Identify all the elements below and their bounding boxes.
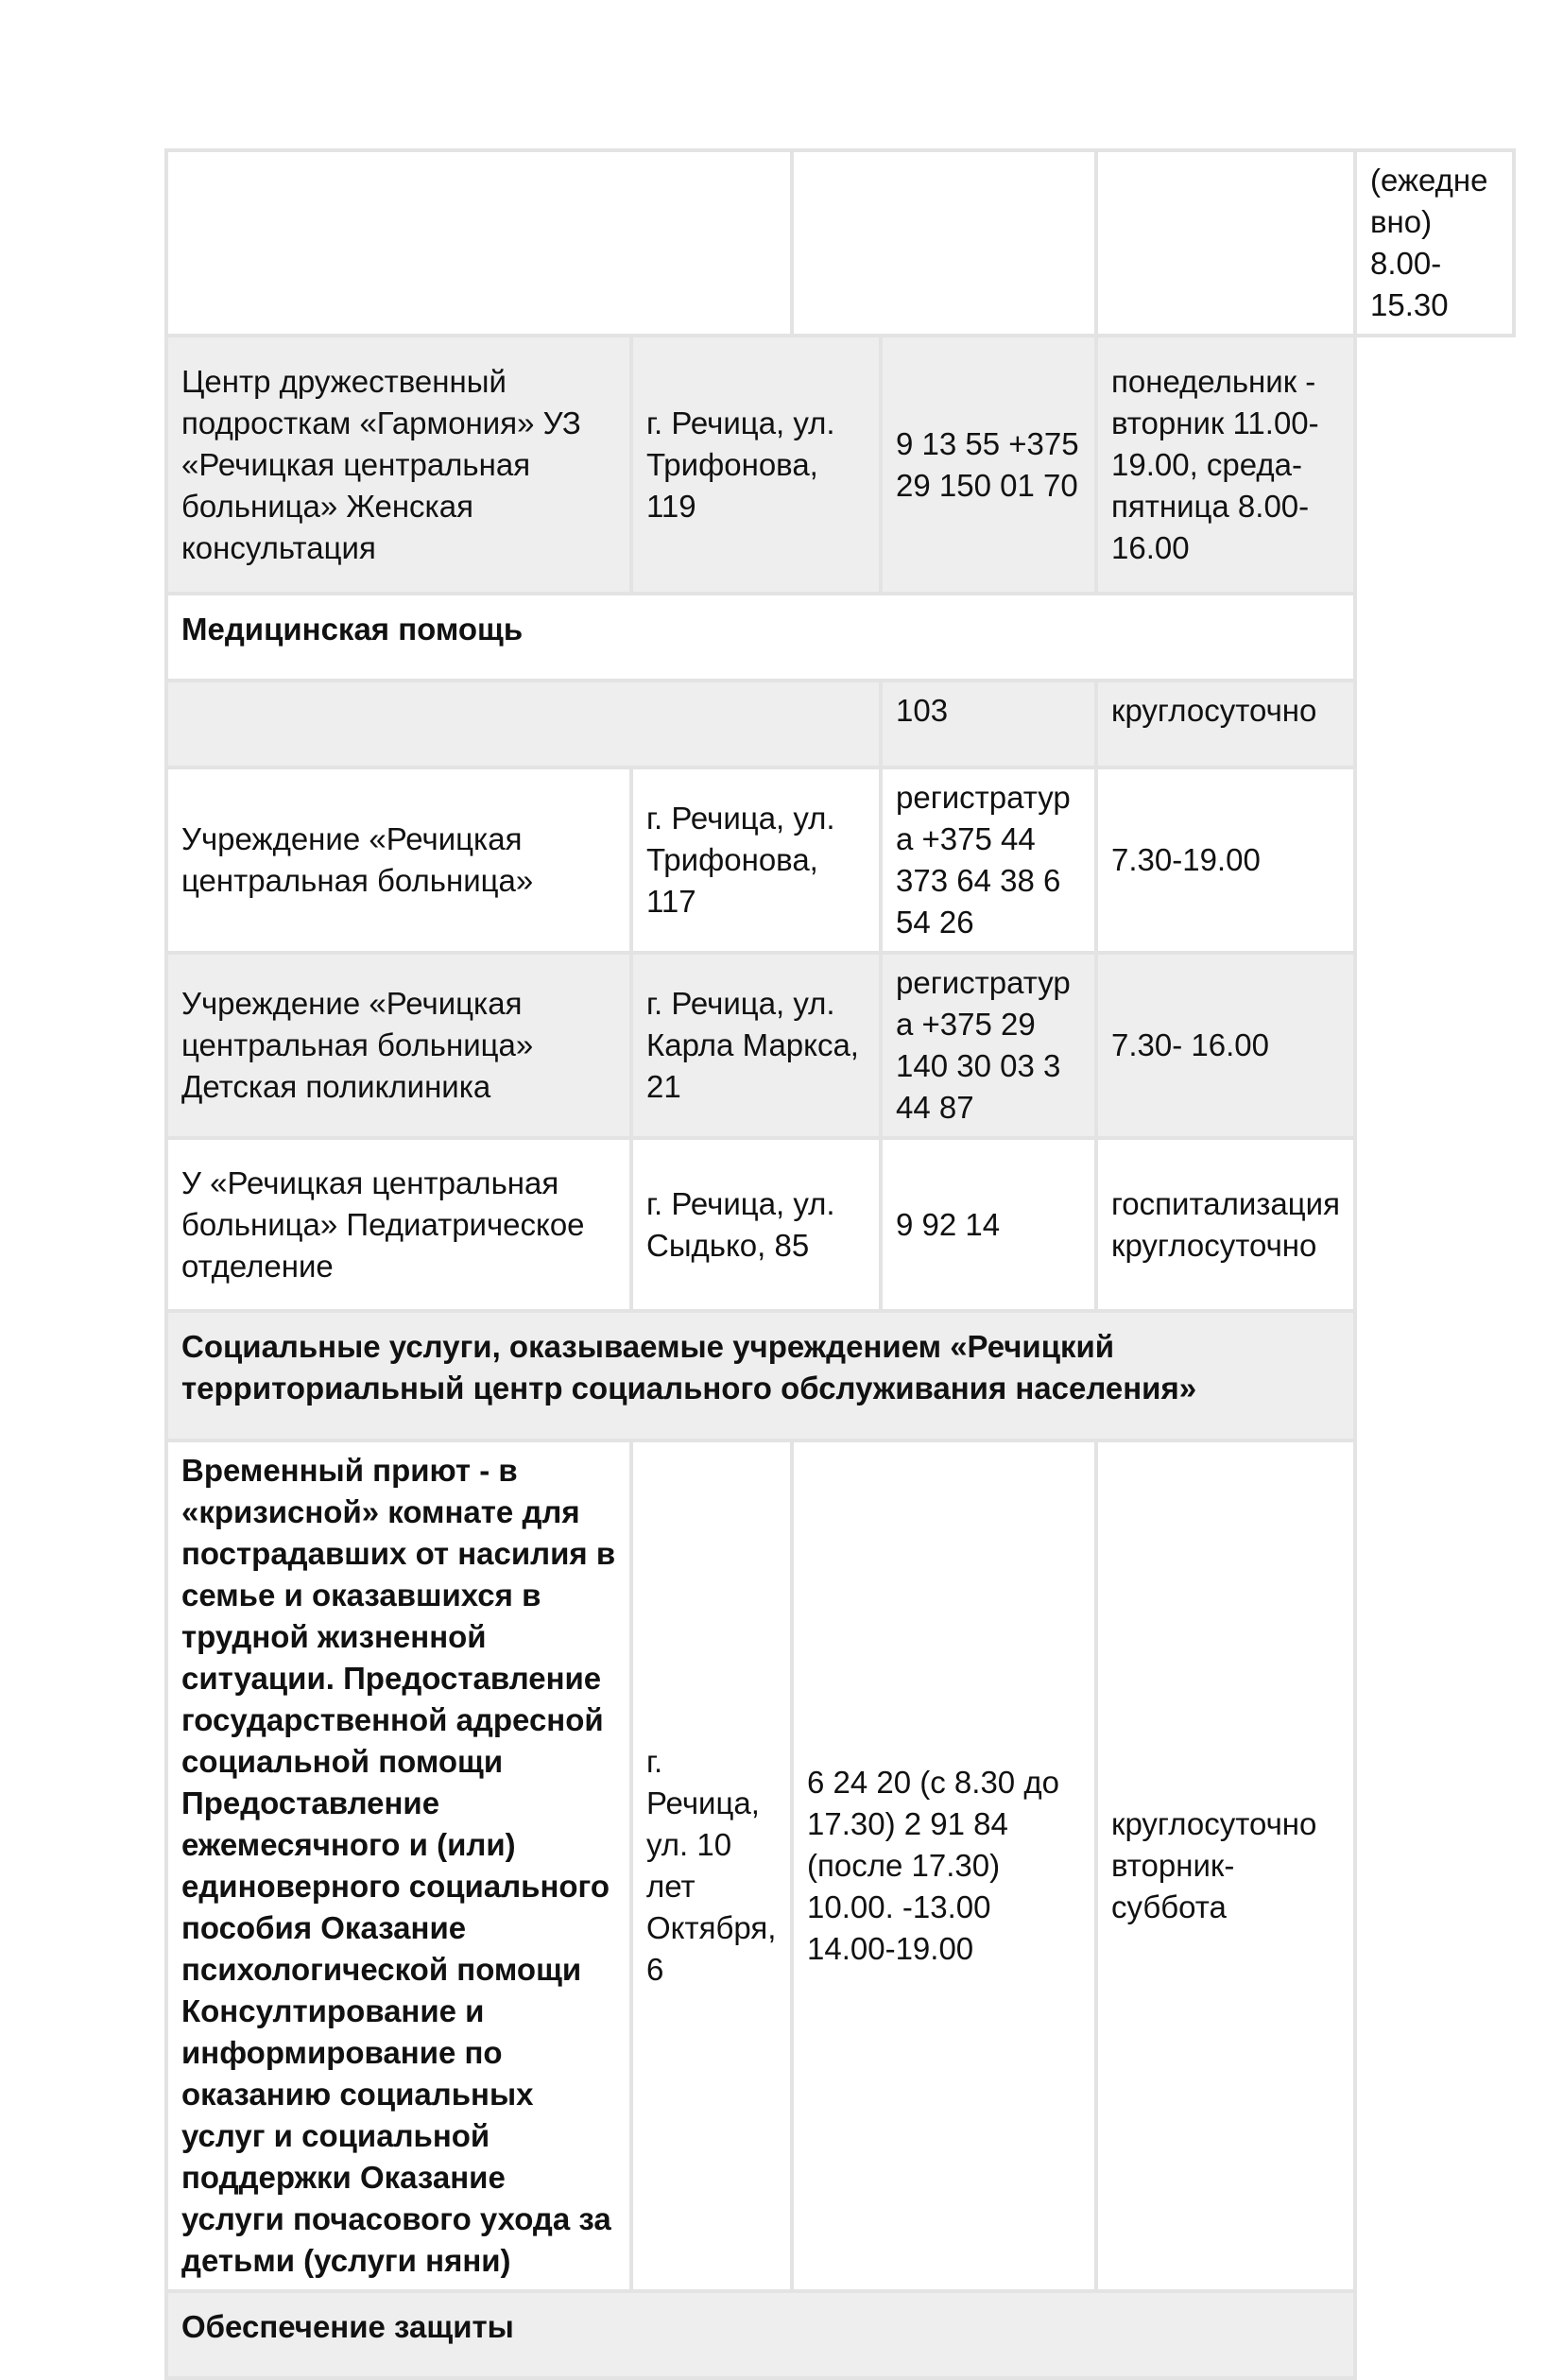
cell-phone: регистратура +375 29 140 30 03 3 44 87	[881, 953, 1096, 1138]
table-row	[166, 767, 1514, 953]
cell-hours: круглосуточно вторник-суббота	[1096, 1440, 1355, 2291]
cell-organization: У «Речицкая центральная больница» Педиатрическое отделение	[166, 1138, 631, 1311]
cell-organization: Учреждение «Речицкая центральная больница» Детская поликлиника	[166, 953, 631, 1138]
services-table	[164, 148, 1516, 2380]
cell-hours: госпитализация круглосуточно	[1096, 1138, 1355, 1311]
cell-address: г. Речица, ул. Сыдько, 85	[631, 1138, 881, 1311]
table-row	[166, 336, 1514, 594]
cell-address	[792, 150, 1096, 336]
table-row	[166, 150, 1514, 336]
section-header-row	[166, 1311, 1514, 1440]
section-title-protection: Обеспечение защиты	[166, 2291, 1355, 2378]
table-row	[166, 1440, 1514, 2291]
cell-services: Временный приют - в «кризисной» комнате для пострадавших от насилия в семье и оказавшихся в трудной жизненной ситуации. Предоставление государственной адресной социальной помощи Предоставление ежемесячного и (или) единоверного социального пособия Оказание психологической помощи Консултирование и информирование по оказанию социальных услуг и социальной поддержки Оказание услуги почасового ухода за детьми (услуги няни)	[166, 1440, 631, 2291]
cell-hours: круглосуточно	[1096, 681, 1355, 767]
cell-organization: Центр дружественный подросткам «Гармония» УЗ «Речицкая центральная больница» Женская консультация	[166, 336, 631, 594]
cell-phone: 6 24 20 (с 8.30 до 17.30) 2 91 84 (после 17.30) 10.00. -13.00 14.00-19.00	[792, 1440, 1096, 2291]
cell-address: г. Речица, ул. Карла Маркса, 21	[631, 953, 881, 1138]
cell-address: г. Речица, ул. Трифонова, 119	[631, 336, 881, 594]
section-header-row	[166, 594, 1514, 681]
cell-phone: 9 92 14	[881, 1138, 1096, 1311]
cell-hours: понедельник - вторник 11.00-19.00, среда-пятница 8.00-16.00	[1096, 336, 1355, 594]
table-row	[166, 681, 1514, 767]
table-row	[166, 1138, 1514, 1311]
cell-organization: Учреждение «Речицкая центральная больница»	[166, 767, 631, 953]
table-row	[166, 953, 1514, 1138]
cell-phone: 9 13 55 +375 29 150 01 70	[881, 336, 1096, 594]
cell-address: г. Речица, ул. Трифонова, 117	[631, 767, 881, 953]
section-title-medical: Медицинская помощь	[166, 594, 1355, 681]
cell-hours: (ежедневно) 8.00-15.30	[1355, 150, 1514, 336]
cell-phone	[1096, 150, 1355, 336]
cell-hours: 7.30- 16.00	[1096, 953, 1355, 1138]
section-header-row	[166, 2291, 1514, 2378]
cell-phone: 103	[881, 681, 1096, 767]
cell-empty	[166, 681, 881, 767]
cell-organization	[166, 150, 792, 336]
cell-hours: 7.30-19.00	[1096, 767, 1355, 953]
cell-phone: регистратура +375 44 373 64 38 6 54 26	[881, 767, 1096, 953]
cell-address: г. Речица, ул. 10 лет Октября, 6	[631, 1440, 792, 2291]
section-title-social: Социальные услуги, оказываемые учреждением «Речицкий территориальный центр социального обслуживания населения»	[166, 1311, 1355, 1440]
